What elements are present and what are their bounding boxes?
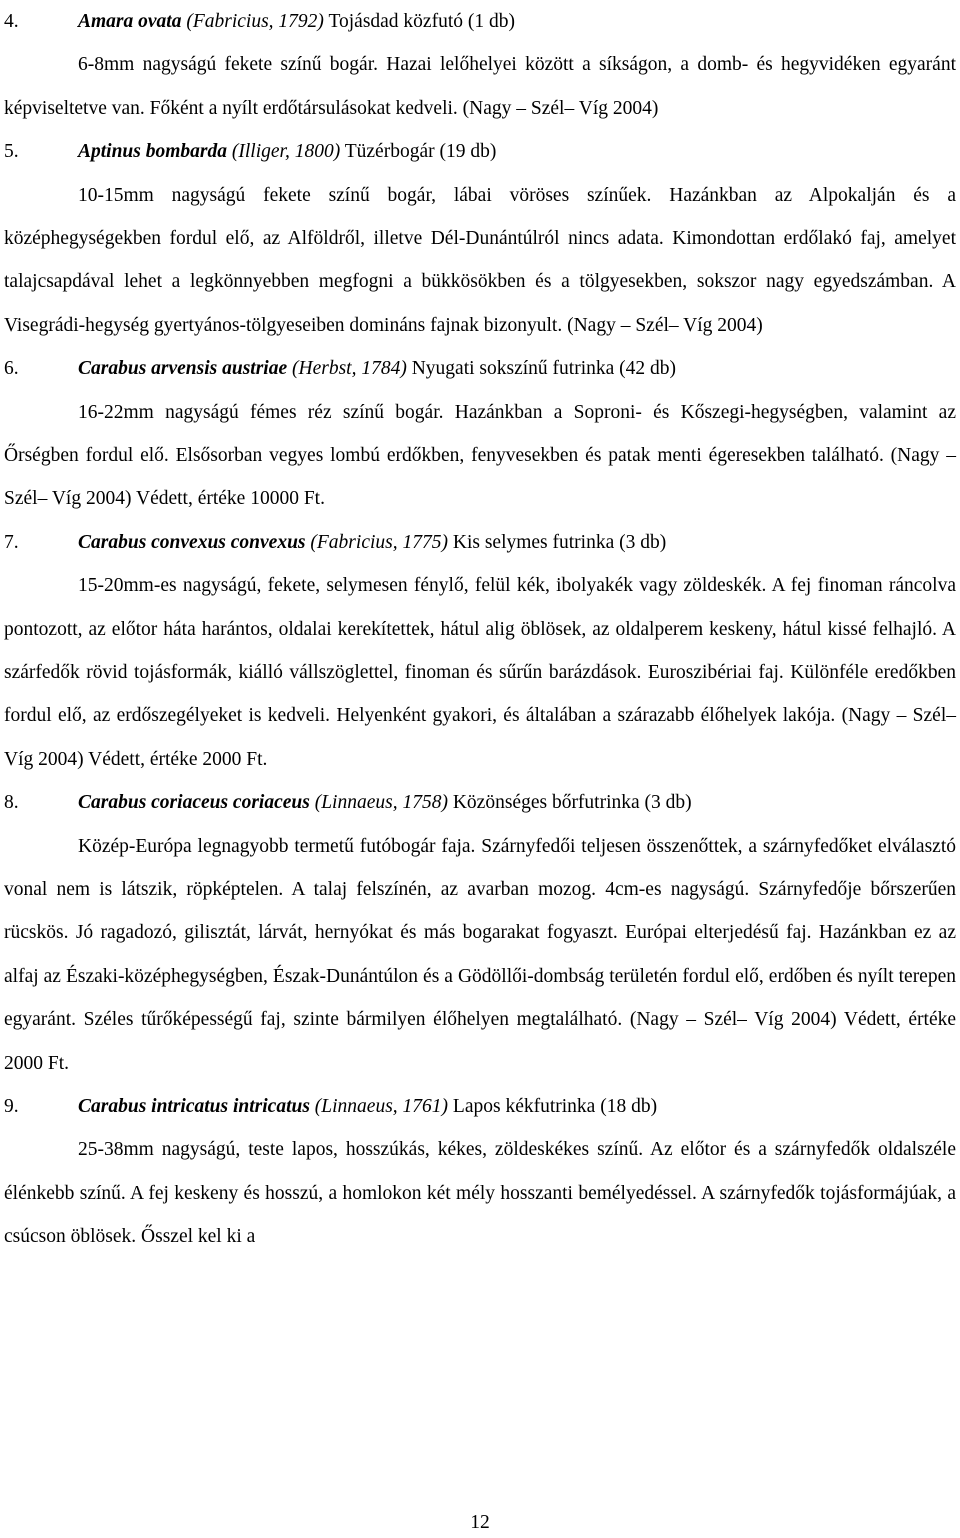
entry-number: 4. bbox=[4, 11, 19, 32]
entry-heading bbox=[4, 0, 956, 43]
common-name: Kis selymes futrinka (3 db) bbox=[447, 531, 667, 553]
entry-heading bbox=[4, 781, 956, 824]
entry-number: 6. bbox=[4, 358, 19, 380]
species-name: Carabus convexus convexus bbox=[78, 531, 306, 553]
entry-heading bbox=[4, 130, 956, 173]
entry-number: 7. bbox=[4, 531, 19, 553]
species-name: Amara ovata bbox=[78, 11, 182, 32]
species-author: (Herbst, 1784) bbox=[287, 358, 407, 380]
common-name: Tüzérbogár (19 db) bbox=[340, 141, 497, 163]
species-author: (Illiger, 1800) bbox=[227, 141, 341, 163]
entry-description: 15-20mm-es nagyságú, fekete, selymesen fénylő, felül kék, ibolyakék vagy zöldeskék. A fej finoman ráncolva pontozott, az előtor háta harántos, oldalai kerekítettek, hátul alig öblösek, az oldalperem keskeny, hátul kissé felhajló. A szárfedők rövid tojásformák, kiálló vállszöglettel, finoman és sűrűn barázdások. Euroszibériai faj. Különféle eredőkben fordul elő, az erdőszegélyeket is kedveli. Helyenként gyakori, és általában a szárazabb élőhelyek lakója. (Nagy – Szél– Víg 2004) Védett, értéke 2000 Ft. bbox=[4, 575, 956, 770]
entry-description: 10-15mm nagyságú fekete színű bogár, lábai vöröses színűek. Hazánkban az Alpokalján és a középhegységekben fordul elő, az Alföldről, illetve Dél-Dunántúlról nincs adata. Kimondottan erdőlakó faj, amelyet talajcsapdával lehet a legkönnyebben megfogni a bükkösökben és a tölgyesekben, sokszor nagy egyedszámban. A Visegrádi-hegység gyertyános-tölgyeseiben domináns fajnak bizonyult. (Nagy – Szél– Víg 2004) bbox=[4, 184, 956, 336]
species-author: (Fabricius, 1775) bbox=[305, 531, 448, 553]
species-entry-5 bbox=[4, 130, 956, 347]
common-name: Nyugati sokszínű futrinka (42 db) bbox=[406, 358, 677, 380]
entry-number: 8. bbox=[4, 792, 19, 814]
species-author: (Fabricius, 1792) bbox=[181, 11, 324, 32]
common-name: Közönséges bőrfutrinka (3 db) bbox=[447, 792, 692, 814]
species-author: (Linnaeus, 1758) bbox=[309, 792, 448, 814]
entry-heading bbox=[4, 347, 956, 390]
entry-number: 9. bbox=[4, 1096, 19, 1118]
common-name: Lapos kékfutrinka (18 db) bbox=[448, 1096, 658, 1118]
entry-description: 16-22mm nagyságú fémes réz színű bogár. Hazánkban a Soproni- és Kőszegi-hegységben, valamint az Őrségben fordul elő. Elsősorban vegyes lombú erdőkben, fenyvesekben és patak menti égeresekben található. (Nagy – Szél– Víg 2004) Védett, értéke 10000 Ft. bbox=[4, 401, 956, 510]
species-list bbox=[4, 0, 956, 1259]
entry-description: 6-8mm nagyságú fekete színű bogár. Hazai lelőhelyei között a síkságon, a domb- és hegyvidéken egyaránt képviseltetve van. Főként a nyílt erdőtársulásokat kedveli. (Nagy – Szél– Víg 2004) bbox=[4, 54, 956, 119]
entry-description: 25-38mm nagyságú, teste lapos, hosszúkás, kékes, zöldeskékes színű. Az előtor és a szárnyfedők oldalszéle élénkebb színű. A fej keskeny és hosszú, a homlokon két mély hosszanti bemélyedéssel. A szárnyfedők tojásformájúak, a csúcson öblösek. Ősszel kel ki a bbox=[4, 1139, 956, 1248]
entry-number: 5. bbox=[4, 141, 19, 163]
species-name: Carabus arvensis austriae bbox=[78, 358, 288, 380]
page-number: 12 bbox=[470, 1512, 490, 1533]
entry-heading bbox=[4, 1085, 956, 1128]
species-entry-9 bbox=[4, 1085, 956, 1259]
common-name: Tojásdad közfutó (1 db) bbox=[323, 11, 515, 32]
entry-description: Közép-Európa legnagyobb termetű futóbogár faja. Szárnyfedői teljesen összenőttek, a szárnyfedőket elválasztó vonal nem is látszik, röpképtelen. A talaj felszínén, az avarban mozog. 4cm-es nagyságú. Szárnyfedője bőrszerűen rücskös. Jó ragadozó, gilisztát, lárvát, hernyókat és más bogarakat fogyaszt. Európai elterjedésű faj. Hazánkban ez az alfaj az Északi-középhegységben, Észak-Dunántúlon és a Gödöllői-dombság területén fordul elő, erdőben és nyílt terepen egyaránt. Széles tűrőképességű faj, szinte bármilyen élőhelyen megtalálható. (Nagy – Szél– Víg 2004) Védett, értéke 2000 Ft. bbox=[4, 835, 956, 1074]
species-name: Carabus coriaceus coriaceus bbox=[78, 792, 310, 814]
species-entry-7 bbox=[4, 521, 956, 781]
species-entry-6 bbox=[4, 347, 956, 521]
species-name: Carabus intricatus intricatus bbox=[78, 1096, 310, 1118]
species-name: Aptinus bombarda bbox=[78, 141, 228, 163]
species-entry-4 bbox=[4, 0, 956, 130]
entry-heading bbox=[4, 521, 956, 564]
species-entry-8 bbox=[4, 781, 956, 1085]
species-author: (Linnaeus, 1761) bbox=[309, 1096, 449, 1118]
